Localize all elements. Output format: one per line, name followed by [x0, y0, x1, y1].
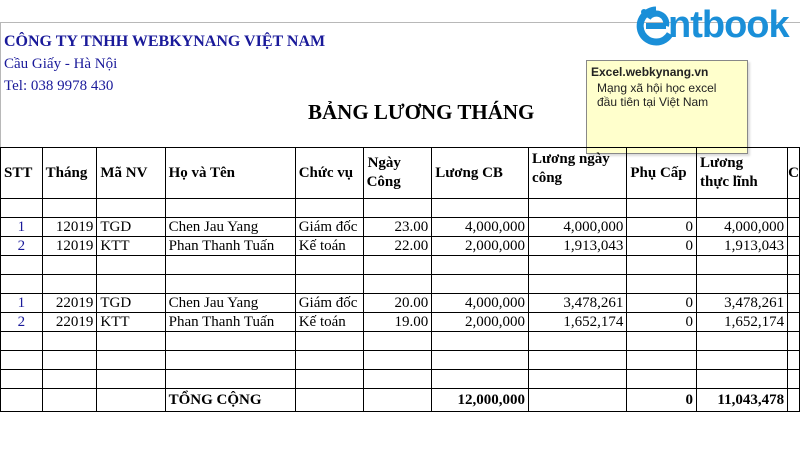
cell-chuc-vu[interactable]: Giám đốc — [295, 294, 363, 313]
cell-thuc-linh[interactable]: 1,913,043 — [697, 237, 788, 256]
cell-luong-ngay[interactable]: 4,000,000 — [529, 218, 627, 237]
header-ho-ten[interactable]: Họ và Tên — [165, 148, 295, 199]
payroll-table — [0, 147, 800, 412]
cell-stt[interactable]: 2 — [1, 313, 43, 332]
cell-ngay-cong[interactable]: 23.00 — [363, 218, 432, 237]
cell[interactable] — [363, 256, 432, 275]
header-chuc-vu[interactable]: Chức vụ — [295, 148, 363, 199]
cell[interactable] — [432, 370, 529, 389]
cell-luong-cb[interactable]: 4,000,000 — [432, 294, 529, 313]
cell-luong-ngay[interactable]: 1,913,043 — [529, 237, 627, 256]
header-ma-nv[interactable]: Mã NV — [97, 148, 165, 199]
cell-ma-nv[interactable]: KTT — [97, 237, 165, 256]
table-row — [1, 237, 800, 256]
total-thuc-linh[interactable]: 11,043,478 — [697, 389, 788, 412]
cell-ngay-cong[interactable]: 20.00 — [363, 294, 432, 313]
cell[interactable] — [697, 351, 788, 370]
cell[interactable] — [697, 370, 788, 389]
cell[interactable] — [1, 351, 43, 370]
cell[interactable] — [97, 370, 165, 389]
cell[interactable] — [1, 275, 43, 294]
empty-row — [1, 370, 800, 389]
cell-luong-cb[interactable]: 2,000,000 — [432, 237, 529, 256]
header-extra[interactable]: C — [788, 148, 800, 199]
cell-ngay-cong[interactable]: 22.00 — [363, 237, 432, 256]
cell[interactable] — [165, 199, 295, 218]
cell[interactable] — [432, 256, 529, 275]
cell[interactable] — [697, 332, 788, 351]
cell-thuc-linh[interactable]: 1,652,174 — [697, 313, 788, 332]
cell[interactable] — [97, 256, 165, 275]
empty-row — [1, 256, 800, 275]
cell[interactable] — [697, 275, 788, 294]
cell[interactable] — [788, 294, 800, 313]
comment-line-2: đầu tiên tại Việt Nam — [597, 95, 709, 109]
cell[interactable] — [788, 218, 800, 237]
cell[interactable] — [1, 256, 43, 275]
empty-row — [1, 275, 800, 294]
cell-chuc-vu[interactable]: Kế toán — [295, 313, 363, 332]
table-row — [1, 294, 800, 313]
cell-luong-ngay[interactable]: 3,478,261 — [529, 294, 627, 313]
header-row — [1, 148, 800, 199]
cell-luong-ngay[interactable]: 1,652,174 — [529, 313, 627, 332]
cell[interactable] — [788, 332, 800, 351]
cell[interactable] — [165, 370, 295, 389]
cell-phu-cap[interactable]: 0 — [627, 218, 697, 237]
header-ngay-cong-line1: Ngày — [367, 155, 401, 171]
cell[interactable] — [627, 370, 697, 389]
cell[interactable] — [363, 351, 432, 370]
cell-phu-cap[interactable]: 0 — [627, 237, 697, 256]
header-thuc-linh[interactable] — [697, 148, 788, 199]
header-luong-ngay-line1: Lương ngày — [532, 151, 610, 167]
cell[interactable] — [97, 332, 165, 351]
comment-author: Excel.webkynang.vn — [591, 65, 709, 79]
cell[interactable] — [788, 389, 800, 412]
cell[interactable] — [529, 199, 627, 218]
cell[interactable] — [788, 256, 800, 275]
cell[interactable] — [97, 389, 165, 412]
cell[interactable] — [1, 332, 43, 351]
cell-chuc-vu[interactable]: Kế toán — [295, 237, 363, 256]
cell[interactable] — [97, 275, 165, 294]
table-row — [1, 218, 800, 237]
cell[interactable] — [788, 237, 800, 256]
cell[interactable] — [363, 275, 432, 294]
cell[interactable] — [42, 351, 97, 370]
cell-ho-ten[interactable]: Chen Jau Yang — [165, 294, 295, 313]
cell-ngay-cong[interactable]: 19.00 — [363, 313, 432, 332]
cell-ho-ten[interactable]: Phan Thanh Tuấn — [165, 313, 295, 332]
logo-text: ntbook — [668, 4, 789, 46]
cell[interactable] — [627, 275, 697, 294]
cell[interactable] — [363, 389, 432, 412]
cell[interactable] — [42, 389, 97, 412]
cell[interactable] — [697, 256, 788, 275]
cell-phu-cap[interactable]: 0 — [627, 294, 697, 313]
cell-ma-nv[interactable]: TGD — [97, 218, 165, 237]
cell[interactable] — [295, 389, 363, 412]
cell-ho-ten[interactable]: Chen Jau Yang — [165, 218, 295, 237]
cell[interactable] — [627, 351, 697, 370]
cell-luong-cb[interactable]: 4,000,000 — [432, 218, 529, 237]
cell-thang[interactable]: 22019 — [42, 313, 97, 332]
cell[interactable] — [165, 256, 295, 275]
company-address[interactable]: Cầu Giấy - Hà Nội — [4, 56, 118, 72]
empty-row — [1, 351, 800, 370]
header-ngay-cong-line2: Công — [366, 174, 401, 190]
cell[interactable] — [529, 389, 627, 412]
cell[interactable] — [363, 370, 432, 389]
cell[interactable] — [42, 199, 97, 218]
cell[interactable] — [1, 370, 43, 389]
header-thuc-linh-line1: Lương — [700, 155, 744, 171]
header-thang[interactable]: Tháng — [42, 148, 97, 199]
total-luong-cb[interactable]: 12,000,000 — [432, 389, 529, 412]
header-luong-ngay-cong[interactable] — [529, 148, 627, 199]
cell[interactable] — [788, 370, 800, 389]
cell[interactable] — [42, 332, 97, 351]
comment-line-1: Mạng xã hội học excel — [597, 81, 717, 95]
cell[interactable] — [42, 256, 97, 275]
cell[interactable] — [295, 332, 363, 351]
table-row — [1, 313, 800, 332]
cell-stt[interactable]: 1 — [1, 218, 43, 237]
cell[interactable] — [627, 256, 697, 275]
cell[interactable] — [295, 199, 363, 218]
cell-luong-cb[interactable]: 2,000,000 — [432, 313, 529, 332]
cell[interactable] — [295, 370, 363, 389]
cell-thuc-linh[interactable]: 3,478,261 — [697, 294, 788, 313]
cell[interactable] — [529, 256, 627, 275]
cell[interactable] — [363, 199, 432, 218]
cell-chuc-vu[interactable]: Giám đốc — [295, 218, 363, 237]
cell[interactable] — [788, 351, 800, 370]
empty-row — [1, 199, 800, 218]
cell-thang[interactable]: 12019 — [42, 218, 97, 237]
cell[interactable] — [788, 275, 800, 294]
header-luong-cb[interactable]: Lương CB — [432, 148, 529, 199]
cell[interactable] — [529, 332, 627, 351]
cell[interactable] — [295, 351, 363, 370]
header-thuc-linh-line2: thực lĩnh — [700, 174, 758, 190]
cell[interactable] — [432, 332, 529, 351]
cell[interactable] — [97, 351, 165, 370]
company-phone[interactable]: Tel: 038 9978 430 — [4, 78, 114, 94]
cell[interactable] — [529, 351, 627, 370]
cell[interactable] — [363, 332, 432, 351]
cell[interactable] — [1, 199, 43, 218]
cell[interactable] — [97, 199, 165, 218]
cell-thang[interactable]: 12019 — [42, 237, 97, 256]
cell[interactable] — [295, 275, 363, 294]
cell[interactable] — [432, 351, 529, 370]
cell[interactable] — [165, 275, 295, 294]
header-luong-ngay-line2: công — [532, 170, 563, 186]
cell[interactable] — [42, 370, 97, 389]
header-ngay-cong[interactable] — [363, 148, 432, 199]
cell[interactable] — [432, 275, 529, 294]
total-phu-cap[interactable]: 0 — [627, 389, 697, 412]
cell[interactable] — [165, 351, 295, 370]
cell[interactable] — [295, 256, 363, 275]
company-name[interactable]: CÔNG TY TNHH WEBKYNANG VIỆT NAM — [4, 33, 326, 50]
cell-thang[interactable]: 22019 — [42, 294, 97, 313]
cell-stt[interactable]: 2 — [1, 237, 43, 256]
cell[interactable] — [165, 332, 295, 351]
cell[interactable] — [529, 275, 627, 294]
cell-stt[interactable]: 1 — [1, 294, 43, 313]
cell[interactable] — [42, 275, 97, 294]
ntbook-logo — [636, 2, 800, 52]
cell[interactable] — [788, 313, 800, 332]
cell[interactable] — [627, 199, 697, 218]
cell[interactable] — [697, 199, 788, 218]
cell[interactable] — [432, 199, 529, 218]
cell[interactable] — [1, 389, 43, 412]
cell[interactable] — [788, 199, 800, 218]
cell-comment-box[interactable] — [586, 60, 748, 154]
cell[interactable] — [529, 370, 627, 389]
cell[interactable] — [627, 332, 697, 351]
header-phu-cap[interactable]: Phụ Cấp — [627, 148, 697, 199]
header-stt[interactable]: STT — [1, 148, 43, 199]
cell-ho-ten[interactable]: Phan Thanh Tuấn — [165, 237, 295, 256]
cell-ma-nv[interactable]: TGD — [97, 294, 165, 313]
cell-thuc-linh[interactable]: 4,000,000 — [697, 218, 788, 237]
cell-phu-cap[interactable]: 0 — [627, 313, 697, 332]
total-label[interactable]: TỔNG CỘNG — [165, 389, 295, 412]
sheet-title[interactable]: BẢNG LƯƠNG THÁNG — [308, 100, 535, 124]
cell-ma-nv[interactable]: KTT — [97, 313, 165, 332]
empty-row — [1, 332, 800, 351]
total-row — [1, 389, 800, 412]
